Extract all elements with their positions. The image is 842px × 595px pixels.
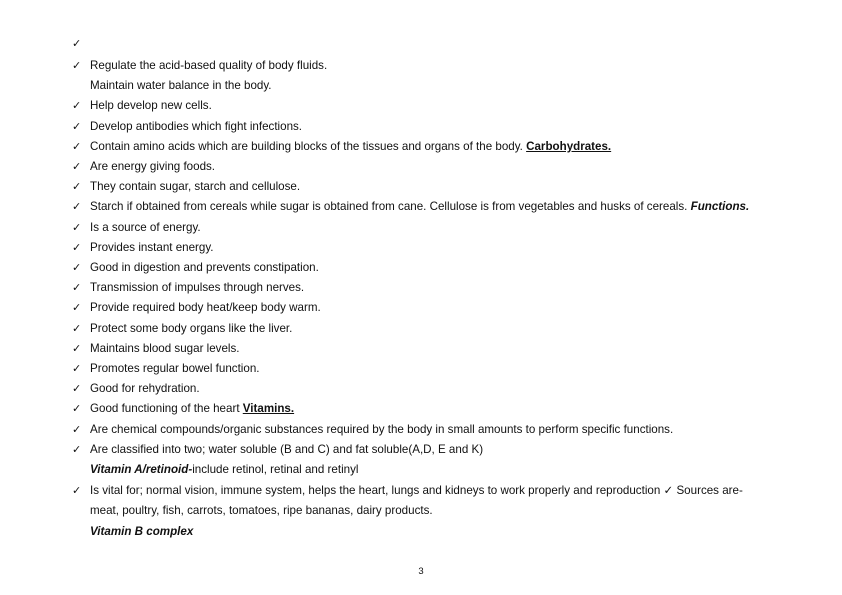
list-item-text: Are classified into two; water soluble (B and C) and fat soluble(A,D, E and K) xyxy=(90,442,484,456)
check-mark-icon: ✓ xyxy=(72,160,82,174)
list-item-text: Good in digestion and prevents constipation. xyxy=(90,261,319,275)
bullet-list xyxy=(72,34,822,542)
list-item-text: Regulate the acid-based quality of body fluids. xyxy=(90,59,328,72)
list-item xyxy=(72,117,822,137)
vitamin-a-title: Vitamin A/retinoid- xyxy=(90,463,193,477)
list-item-text: Promotes regular bowel function. xyxy=(90,362,260,376)
check-mark-icon: ✓ xyxy=(72,99,82,113)
check-mark-icon: ✓ xyxy=(72,261,82,275)
vitamins-heading: Vitamins. xyxy=(242,402,295,416)
list-item-text: Transmission of impulses through nerves. xyxy=(90,281,305,295)
list-item xyxy=(72,420,822,440)
check-mark-icon: ✓ xyxy=(72,382,82,396)
check-mark-icon: ✓ xyxy=(72,442,82,456)
check-mark-icon: ✓ xyxy=(72,240,82,254)
check-mark-icon: ✓ xyxy=(72,281,82,295)
list-item xyxy=(72,177,822,197)
list-item-continuation: Maintain water balance in the body. xyxy=(90,79,272,93)
vitamin-b-title: Vitamin B complex xyxy=(90,524,194,538)
check-mark-icon: ✓ xyxy=(72,37,82,50)
check-mark-icon: ✓ xyxy=(72,341,82,355)
list-item xyxy=(72,319,822,339)
list-item xyxy=(72,258,822,278)
list-item-text: Contain amino acids which are building blocks of the tissues and organs of the body. xyxy=(90,139,527,153)
vitamin-a-line xyxy=(72,460,822,480)
check-mark-icon: ✓ xyxy=(72,59,82,72)
list-item xyxy=(72,399,822,419)
list-item-text: Provide required body heat/keep body warm. xyxy=(90,301,321,315)
list-item xyxy=(72,96,822,116)
list-item xyxy=(72,137,822,157)
functions-heading: Functions. xyxy=(690,200,750,214)
check-mark-icon: ✓ xyxy=(72,139,82,153)
check-mark-icon: ✓ xyxy=(72,321,82,335)
sources-continuation: meat, poultry, fish, carrots, tomatoes, ripe bananas, dairy products. xyxy=(90,504,433,518)
list-item-text: Good functioning of the heart xyxy=(90,402,243,416)
check-mark-icon: ✓ xyxy=(72,301,82,315)
list-item-text: Is vital for; normal vision, immune system, helps the heart, lungs and kidneys to work properly and reproduction ✓ Sources are- xyxy=(90,484,743,498)
empty-bullet-item xyxy=(72,34,822,56)
list-item xyxy=(72,481,822,501)
list-item-text: Develop antibodies which fight infections. xyxy=(90,119,303,133)
list-item xyxy=(72,440,822,460)
check-mark-icon: ✓ xyxy=(72,119,82,133)
page-number: 3 xyxy=(418,566,424,577)
list-item xyxy=(72,56,822,76)
check-mark-icon: ✓ xyxy=(72,362,82,376)
list-item xyxy=(72,238,822,258)
check-mark-icon: ✓ xyxy=(72,200,82,214)
list-item xyxy=(72,218,822,238)
list-item-text: Is a source of energy. xyxy=(90,220,201,234)
list-item-text: Good for rehydration. xyxy=(90,382,200,396)
carbohydrates-heading: Carbohydrates. xyxy=(526,139,612,153)
list-item-text: Starch if obtained from cereals while sugar is obtained from cane. Cellulose is from vegetables and husks of cereals. xyxy=(90,200,691,214)
list-item xyxy=(72,298,822,318)
list-item xyxy=(72,339,822,359)
vitamin-a-text: include retinol, retinal and retinyl xyxy=(192,463,359,477)
list-item xyxy=(72,278,822,298)
list-item-text: They contain sugar, starch and cellulose. xyxy=(90,180,301,194)
check-mark-icon: ✓ xyxy=(72,402,82,416)
list-item xyxy=(72,379,822,399)
check-mark-icon: ✓ xyxy=(72,422,82,436)
check-mark-icon: ✓ xyxy=(72,220,82,234)
list-item-text: Are energy giving foods. xyxy=(90,160,216,174)
list-item-text: Help develop new cells. xyxy=(90,99,212,113)
list-item xyxy=(72,197,822,217)
list-item-text: Provides instant energy. xyxy=(90,240,214,254)
list-item-text: Maintains blood sugar levels. xyxy=(90,341,240,355)
list-item xyxy=(72,359,822,379)
check-mark-icon: ✓ xyxy=(72,484,82,498)
list-item-text: Protect some body organs like the liver. xyxy=(90,321,293,335)
check-mark-icon: ✓ xyxy=(72,180,82,194)
list-item xyxy=(72,157,822,177)
list-item-text: Are chemical compounds/organic substances required by the body in small amounts to perform specific functions. xyxy=(90,422,674,436)
